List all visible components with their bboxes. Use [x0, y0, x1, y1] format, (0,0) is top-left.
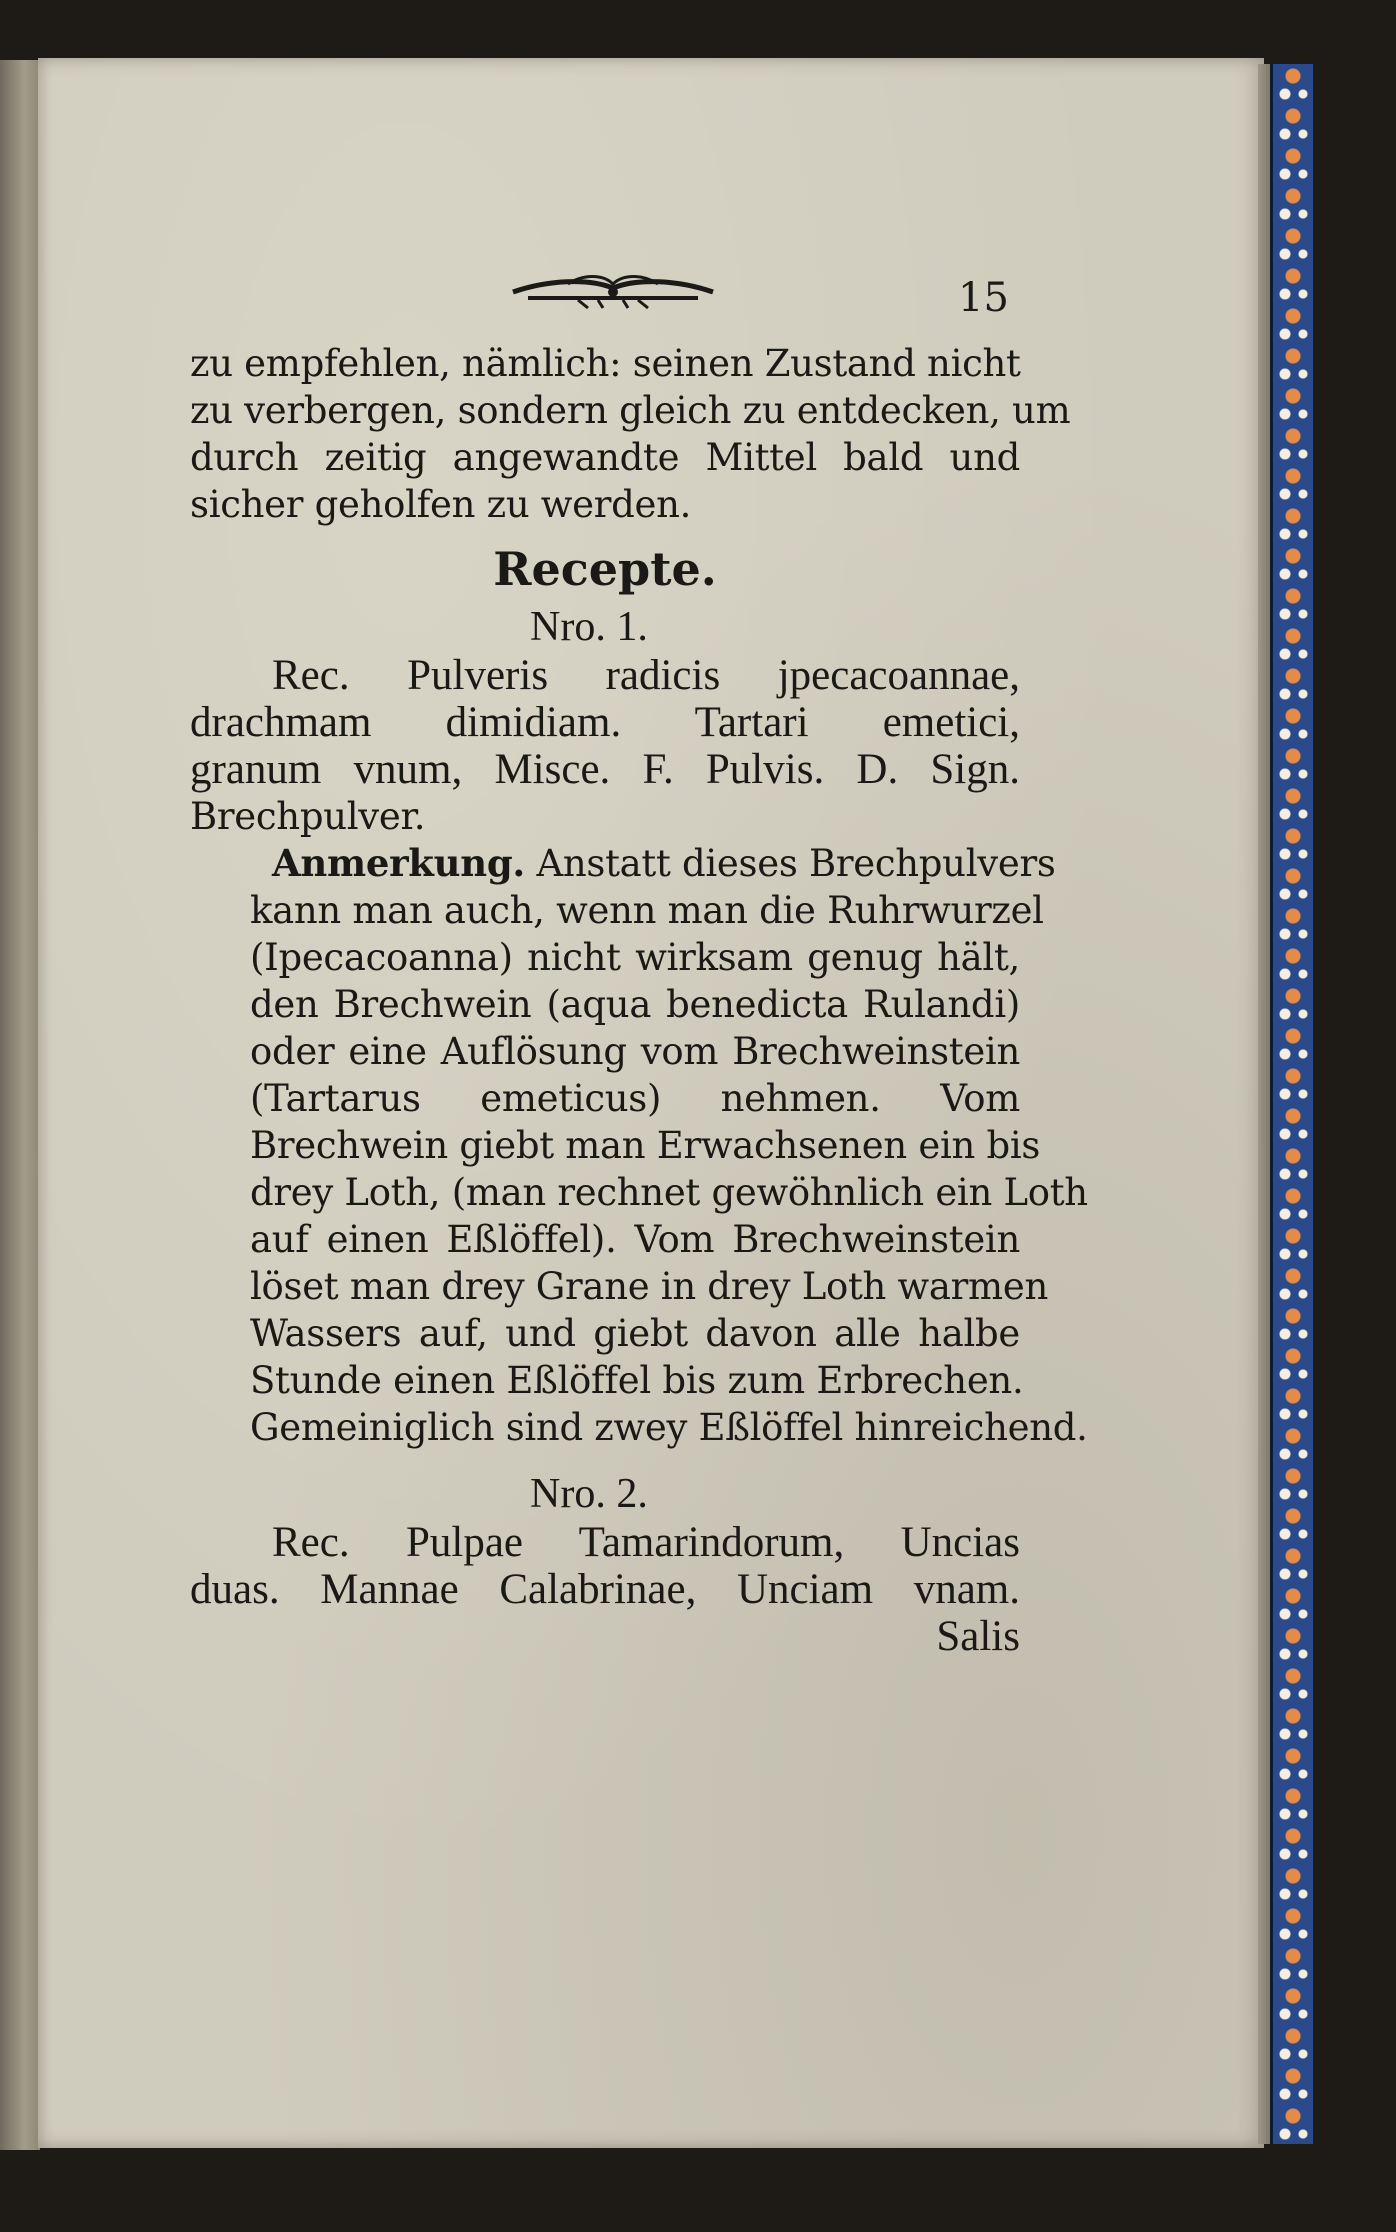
text-line: Rec. Pulveris radicis jpecacoannae,: [272, 652, 1020, 699]
text-line: zu verbergen, sondern gleich zu entdecken, um: [190, 389, 1071, 432]
text-line: Wassers auf, und giebt davon alle halbe: [250, 1312, 1020, 1355]
text-line: durch zeitig angewandte Mittel bald und: [190, 436, 1020, 479]
text-line: kann man auch, wenn man die Ruhrwurzel: [250, 889, 1044, 932]
text-line: sicher geholfen zu werden.: [190, 483, 692, 526]
text-line: oder eine Auflösung vom Brechweinstein: [250, 1030, 1020, 1073]
text-line: Rec. Pulpae Tamarindorum, Uncias: [272, 1519, 1020, 1566]
catchword: Salis: [936, 1613, 1020, 1660]
section-heading: Recepte.: [493, 542, 717, 596]
note-first-line: [190, 840, 1056, 887]
text-line: granum vnum, Misce. F. Pulvis. D. Sign.: [190, 746, 1020, 793]
facing-page-edge: [0, 60, 40, 2150]
text-line: (Tartarus emeticus) nehmen. Vom: [250, 1077, 1020, 1120]
text-line: drachmam dimidiam. Tartari emetici,: [190, 699, 1020, 746]
text-line: auf einen Eßlöffel). Vom Brechweinstein: [250, 1218, 1020, 1261]
page-text: [190, 340, 1088, 1660]
page-number: 15: [958, 275, 1009, 321]
text-line: (Ipecacoanna) nicht wirksam genug hält,: [250, 936, 1020, 979]
text-line: zu empfehlen, nämlich: seinen Zustand nicht: [190, 342, 1021, 385]
recipe-number: Nro. 2.: [530, 1471, 648, 1517]
note-first-text: Anstatt dieses Brechpulvers: [536, 842, 1056, 885]
recipe-number: Nro. 1.: [530, 604, 648, 650]
book-cover-edge: [1270, 64, 1313, 2144]
text-line: duas. Mannae Calabrinae, Unciam vnam.: [190, 1566, 1020, 1613]
text-line: den Brechwein (aqua benedicta Rulandi): [250, 983, 1020, 1026]
text-line: löset man drey Grane in drey Loth warmen: [250, 1265, 1048, 1308]
text-line: Gemeiniglich sind zwey Eßlöffel hinreichend.: [250, 1406, 1088, 1449]
note-label: Anmerkung.: [272, 841, 525, 885]
header-ornament-icon: [508, 270, 718, 310]
text-line: Brechpulver.: [190, 795, 426, 838]
text-line: Stunde einen Eßlöffel bis zum Erbrechen.: [250, 1359, 1024, 1402]
text-line: Brechwein giebt man Erwachsenen ein bis: [250, 1124, 1041, 1167]
text-line: drey Loth, (man rechnet gewöhnlich ein Loth: [250, 1171, 1088, 1214]
